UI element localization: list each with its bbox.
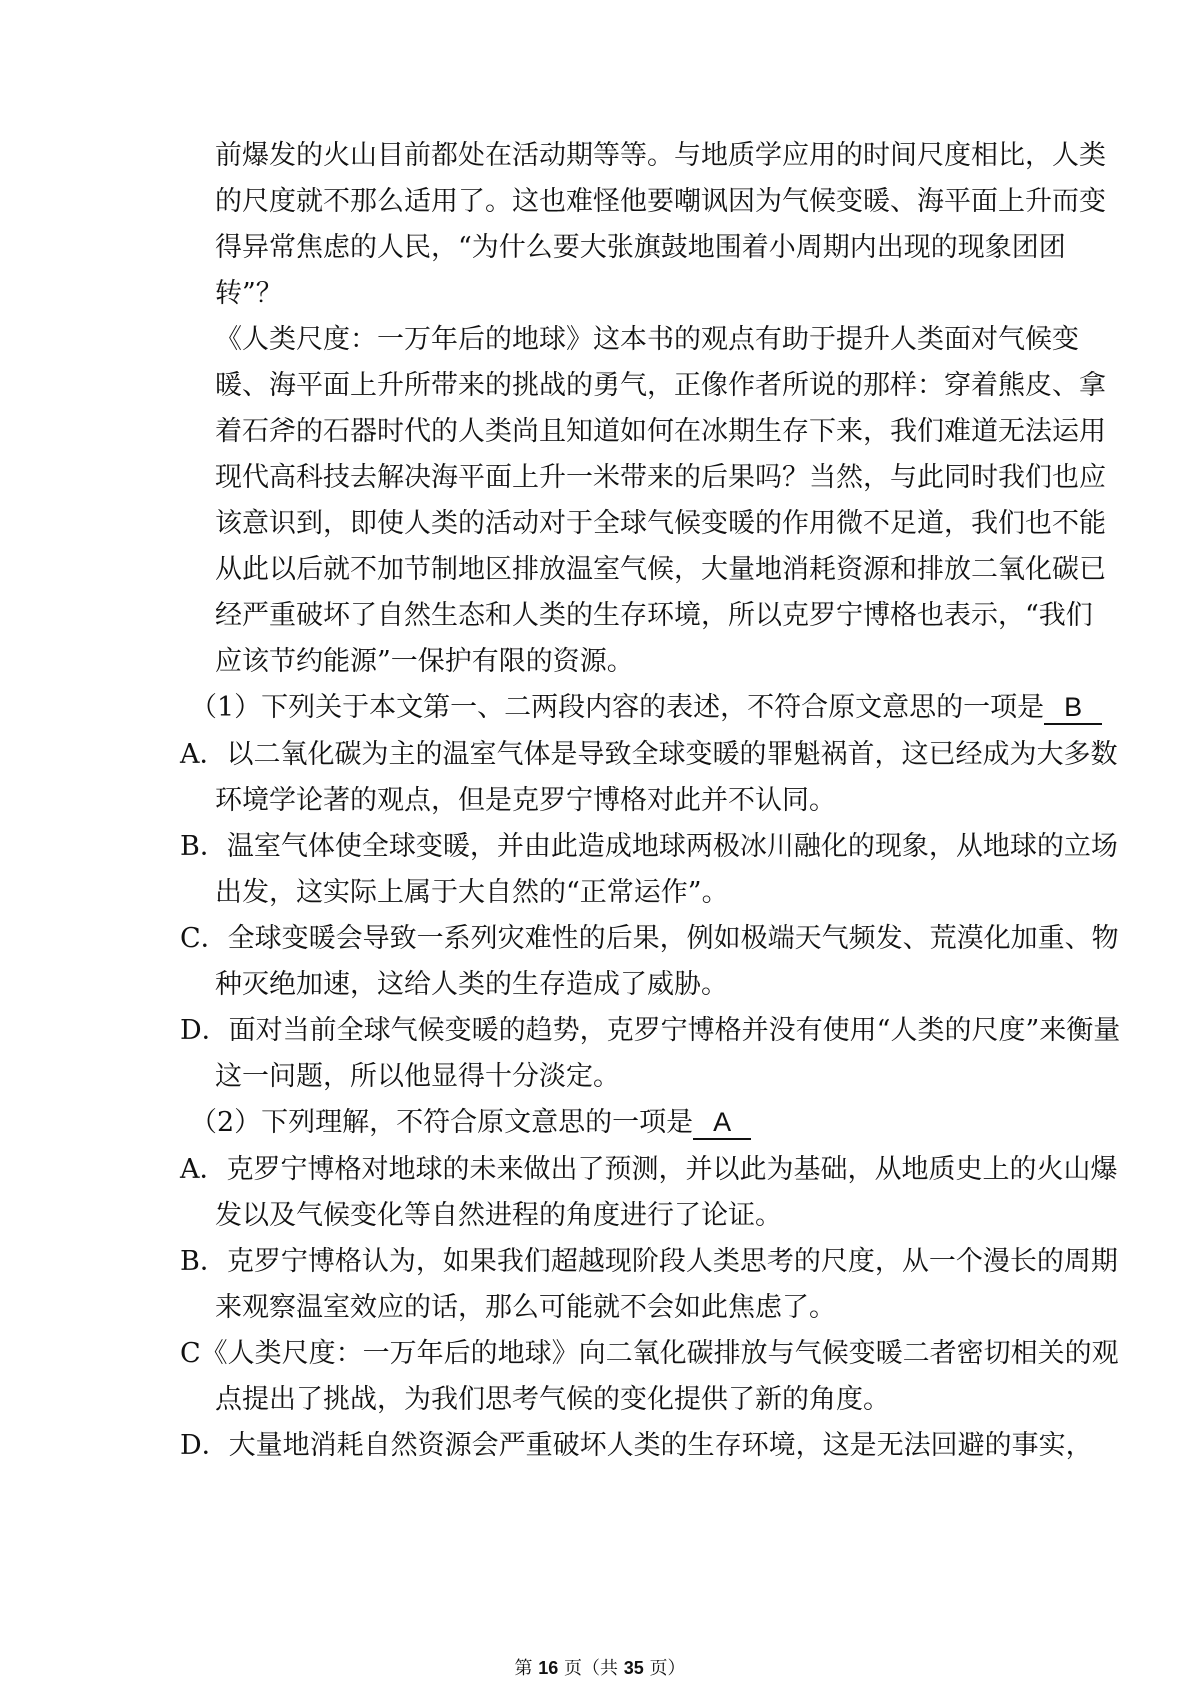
- option-text: 《人类尺度：一万年后的地球》向二氧化碳排放与气候变暖二者密切相关的观: [200, 1338, 1119, 1369]
- option-continuation: 种灭绝加速，这给人类的生存造成了威胁。: [215, 969, 728, 1000]
- option-continuation: 点提出了挑战，为我们思考气候的变化提供了新的角度。: [215, 1384, 890, 1415]
- paragraph-line: 暖、海平面上升所带来的挑战的勇气，正像作者所说的那样：穿着熊皮、拿: [215, 370, 1106, 401]
- option-continuation: 环境学论著的观点，但是克罗宁博格对此并不认同。: [215, 785, 836, 816]
- paragraph-line: 应该节约能源”一保护有限的资源。: [215, 646, 634, 677]
- option-b: [180, 833, 1118, 860]
- paragraph-line: 《人类尺度：一万年后的地球》这本书的观点有助于提升人类面对气候变: [215, 324, 1079, 355]
- option-b: [180, 1248, 1118, 1275]
- option-c: [180, 1340, 1119, 1367]
- paragraph-line: 着石斧的石器时代的人类尚且知道如何在冰期生存下来，我们难道无法运用: [215, 416, 1106, 447]
- question-2-answer: A: [693, 1109, 751, 1140]
- option-d: [180, 1017, 1120, 1044]
- question-2-text: （2）下列理解，不符合原文意思的一项是: [190, 1107, 694, 1138]
- option-d: [180, 1432, 1093, 1459]
- option-continuation: 来观察温室效应的话，那么可能就不会如此焦虑了。: [215, 1292, 836, 1323]
- option-label: D．: [180, 1430, 229, 1461]
- paragraph-line: 经严重破坏了自然生态和人类的生存环境，所以克罗宁博格也表示，“我们: [215, 600, 1093, 631]
- paragraph-line: 转”？: [215, 278, 283, 309]
- question-2-prompt: [190, 1109, 751, 1140]
- paragraph-line: 得异常焦虑的人民，“为什么要大张旗鼓地围着小周期内出现的现象团团: [215, 232, 1066, 263]
- option-text: 以二氧化碳为主的温室气体是导致全球变暖的罪魁祸首，这已经成为大多数: [226, 739, 1118, 770]
- page-footer: [0, 1659, 1200, 1678]
- question-1-answer: B: [1044, 694, 1102, 725]
- option-c: [180, 925, 1119, 952]
- footer-middle: 页（共: [558, 1658, 624, 1679]
- paragraph-line: 的尺度就不那么适用了。这也难怪他要嘲讽因为气候变暖、海平面上升而变: [215, 186, 1106, 217]
- option-text: 克罗宁博格认为，如果我们超越现阶段人类思考的尺度，从一个漫长的周期: [226, 1246, 1118, 1277]
- option-label: B．: [180, 1246, 227, 1277]
- option-label: A．: [180, 739, 227, 770]
- paragraph-line: 从此以后就不加节制地区排放温室气候，大量地消耗资源和排放二氧化碳已: [215, 554, 1106, 585]
- option-text: 温室气体使全球变暖，并由此造成地球两极冰川融化的现象，从地球的立场: [226, 831, 1118, 862]
- footer-prefix: 第: [514, 1658, 539, 1679]
- paragraph-line: 前爆发的火山目前都处在活动期等等。与地质学应用的时间尺度相比，人类: [215, 140, 1106, 171]
- option-label: D．: [180, 1015, 229, 1046]
- option-text: 全球变暖会导致一系列灾难性的后果，例如极端天气频发、荒漠化加重、物: [227, 923, 1119, 954]
- option-continuation: 这一问题，所以他显得十分淡定。: [215, 1061, 620, 1092]
- option-label: A．: [180, 1154, 227, 1185]
- option-text: 面对当前全球气候变暖的趋势，克罗宁博格并没有使用“人类的尺度”来衡量: [228, 1015, 1121, 1046]
- question-1-text: （1）下列关于本文第一、二两段内容的表述，不符合原文意思的一项是: [190, 692, 1045, 723]
- option-label: C: [180, 1338, 201, 1369]
- paragraph-line: 该意识到，即使人类的活动对于全球气候变暖的作用微不足道，我们也不能: [215, 508, 1106, 539]
- option-a: [180, 1156, 1118, 1183]
- option-continuation: 发以及气候变化等自然进程的角度进行了论证。: [215, 1200, 782, 1231]
- option-text: 克罗宁博格对地球的未来做出了预测，并以此为基础，从地质史上的火山爆: [226, 1154, 1118, 1185]
- option-continuation: 出发，这实际上属于大自然的“正常运作”。: [215, 877, 729, 908]
- footer-page-number: 16: [538, 1658, 559, 1678]
- option-text: 大量地消耗自然资源会严重破坏人类的生存环境，这是无法回避的事实，: [228, 1430, 1093, 1461]
- option-a: [180, 741, 1118, 768]
- option-label: C．: [180, 923, 228, 954]
- option-label: B．: [180, 831, 227, 862]
- footer-suffix: 页）: [643, 1658, 686, 1679]
- paragraph-line: 现代高科技去解决海平面上升一米带来的后果吗？当然，与此同时我们也应: [215, 462, 1106, 493]
- question-1-prompt: [190, 694, 1102, 725]
- footer-total-pages: 35: [623, 1658, 644, 1678]
